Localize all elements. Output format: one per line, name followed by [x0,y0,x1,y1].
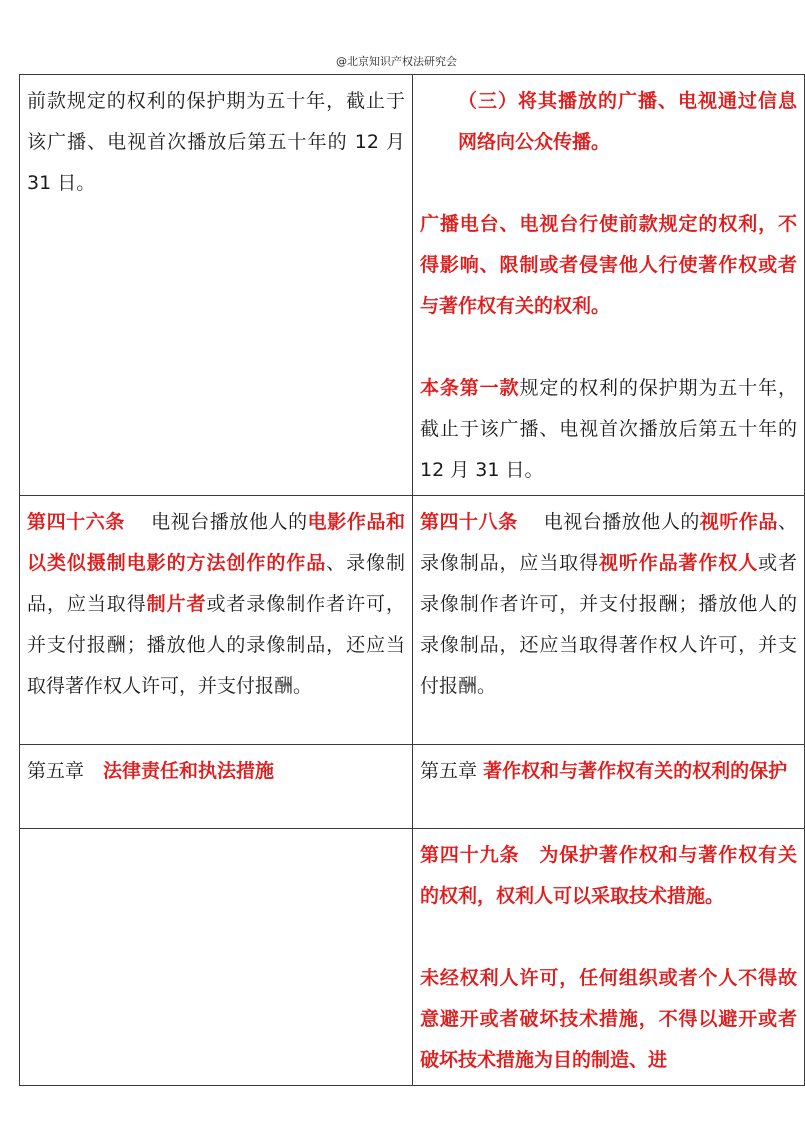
highlight-text: 制片者 [146,593,207,615]
table-cell-new [413,745,805,829]
table-cell-new [413,496,805,745]
body-text: 或者录像制作者许可，并支付报酬；播放他人的录像制品，还应当取得著作权人许可，并支付报酬。 [27,593,405,697]
paragraph: 未经权利人许可，任何组织或者个人不得故意避开或者破坏技术措施，不得以避开或者破坏技术措施为目的制造、进 [420,967,797,1071]
chapter-heading [420,751,797,792]
article-number: 第四十八条 [420,511,518,533]
paragraph [420,835,797,917]
paragraph [27,502,405,707]
table-row [20,745,805,829]
table-row [20,75,805,496]
table-cell-new [413,75,805,496]
paragraph: 广播电台、电视台行使前款规定的权利，不得影响、限制或者侵害他人行使著作权或者与著作权有关的权利。 [420,213,797,317]
highlight-text: 视听作品著作权人 [598,552,759,574]
watermark-header: @北京知识产权法研究会 [336,55,457,68]
highlight-text: 视听作品 [699,511,778,533]
table-cell-old [20,496,413,745]
table-row [20,496,805,745]
body-text: 、录像制品，应当取得 [420,511,797,574]
list-item-3: （三）将其播放的广播、电视通过信息网络向公众传播。 [458,90,797,153]
body-text: 或者录像制作者许可，并支付报酬；播放他人的录像制品，还应当取得著作权人许可，并支付报酬。 [420,552,797,697]
body-text: 电视台播放他人的 [543,511,700,533]
highlight-text: 本条第一款 [420,377,520,399]
table-cell-new [413,829,805,1086]
chapter-title: 著作权和与著作权有关的权利的保护 [483,760,788,782]
table-cell-old [20,745,413,829]
table-row [20,829,805,1086]
chapter-heading [27,751,405,792]
highlight-text: 电影作品和以类似摄制电影的方法创作的作品 [27,511,405,574]
table-cell-old [20,75,413,496]
chapter-number: 第五章 [27,760,85,782]
paragraph: 前款规定的权利的保护期为五十年，截止于该广播、电视首次播放后第五十年的 12 月 31 日。 [27,90,405,194]
chapter-title: 法律责任和执法措施 [103,760,275,782]
comparison-table [19,74,805,1086]
body-text: 电视台播放他人的 [151,511,308,533]
chapter-number: 第五章 [420,760,478,782]
paragraph [420,502,797,707]
body-text: 、录像制品，应当取得 [27,552,405,615]
paragraph [420,368,797,491]
article-number: 第四十九条 [420,844,520,866]
highlight-text: 为保护著作权和与著作权有关的权利，权利人可以采取技术措施。 [420,844,797,907]
table-cell-old [20,829,413,1086]
body-text: 规定的权利的保护期为五十年，截止于该广播、电视首次播放后第五十年的 12 月 31 日。 [420,377,797,481]
article-number: 第四十六条 [27,511,125,533]
